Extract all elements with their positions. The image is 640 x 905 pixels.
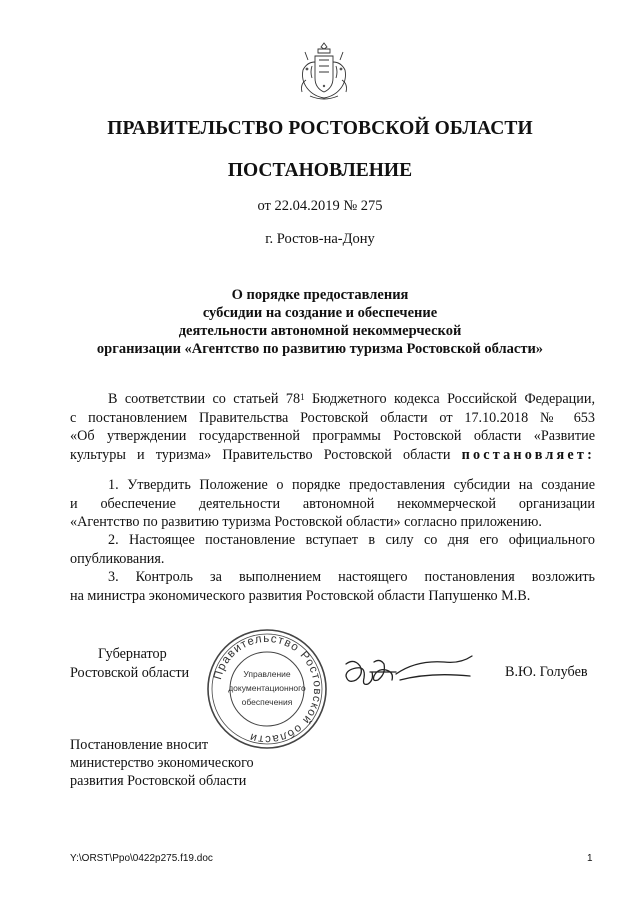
position-line: Ростовской области — [70, 664, 190, 681]
preamble-line: В соответствии со статьей $78^1$ Бюджетного кодекса Российской Федерации, — [108, 391, 595, 407]
document-type-heading: ПОСТАНОВЛЕНИЕ — [227, 160, 413, 181]
official-stamp — [204, 626, 330, 752]
title-line: деятельности автономной некоммерческой — [178, 323, 462, 339]
handwritten-signature — [340, 650, 480, 696]
item-line: 1. Утвердить Положение о порядке предоставления субсидии на создание — [108, 477, 595, 493]
preamble-line: культуры и туризма» Правительство Ростовской области постановляет: — [70, 446, 595, 463]
item-line: и обеспечение деятельности автономной некоммерческой организации — [70, 495, 595, 512]
note-line: Постановление вносит — [70, 737, 209, 753]
item-3-paragraph — [70, 568, 595, 605]
submitted-by-note — [70, 736, 254, 790]
stamp-inner-line: обеспечения — [241, 697, 293, 707]
page-number: 1 — [587, 853, 593, 864]
file-path: Y:\ORST\Ppo\0422p275.f19.doc — [70, 853, 213, 864]
signatory-position — [70, 645, 189, 682]
item-line: «Агентство по развитию туризма Ростовской области» согласно приложению. — [70, 514, 542, 530]
document-title — [0, 286, 640, 358]
organization-heading: ПРАВИТЕЛЬСТВО РОСТОВСКОЙ ОБЛАСТИ — [107, 118, 533, 139]
note-line: министерство экономического — [70, 755, 254, 771]
title-line: субсидии на создание и обеспечение — [202, 305, 438, 321]
document-date-number: от 22.04.2019 № 275 — [257, 198, 383, 214]
position-line: Губернатор — [98, 646, 167, 662]
coat-of-arms-emblem — [296, 40, 352, 104]
item-1-paragraph — [70, 476, 595, 532]
note-line: развития Ростовской области — [70, 773, 247, 789]
title-line: организации «Агентство по развитию туризма Ростовской области» — [96, 341, 544, 357]
item-line: на министра экономического развития Ростовской области Папушенко М.В. — [70, 587, 531, 604]
signatory-name: В.Ю. Голубев — [505, 664, 588, 680]
preamble-line: «Об утверждении государственной программы Ростовской области «Развитие — [70, 428, 595, 444]
title-line: О порядке предоставления — [231, 287, 409, 303]
preamble-line: с постановлением Правительства Ростовской области от 17.10.2018 № 653 — [70, 409, 595, 426]
stamp-inner-line: Управление — [243, 669, 291, 679]
stamp-ring-text: Правительство Ростовской области — [211, 632, 324, 746]
item-line: опубликования. — [70, 550, 165, 567]
document-city: г. Ростов-на-Дону — [265, 231, 375, 247]
item-line: 2. Настоящее постановление вступает в силу со дня его официального — [108, 532, 595, 548]
item-line: 3. Контроль за выполнением настоящего постановления возложить — [108, 569, 595, 585]
item-2-paragraph — [70, 531, 595, 568]
stamp-inner-line: документационного — [228, 683, 306, 693]
decree-keyword: постановляет: — [461, 446, 595, 463]
preamble-paragraph — [70, 390, 595, 464]
